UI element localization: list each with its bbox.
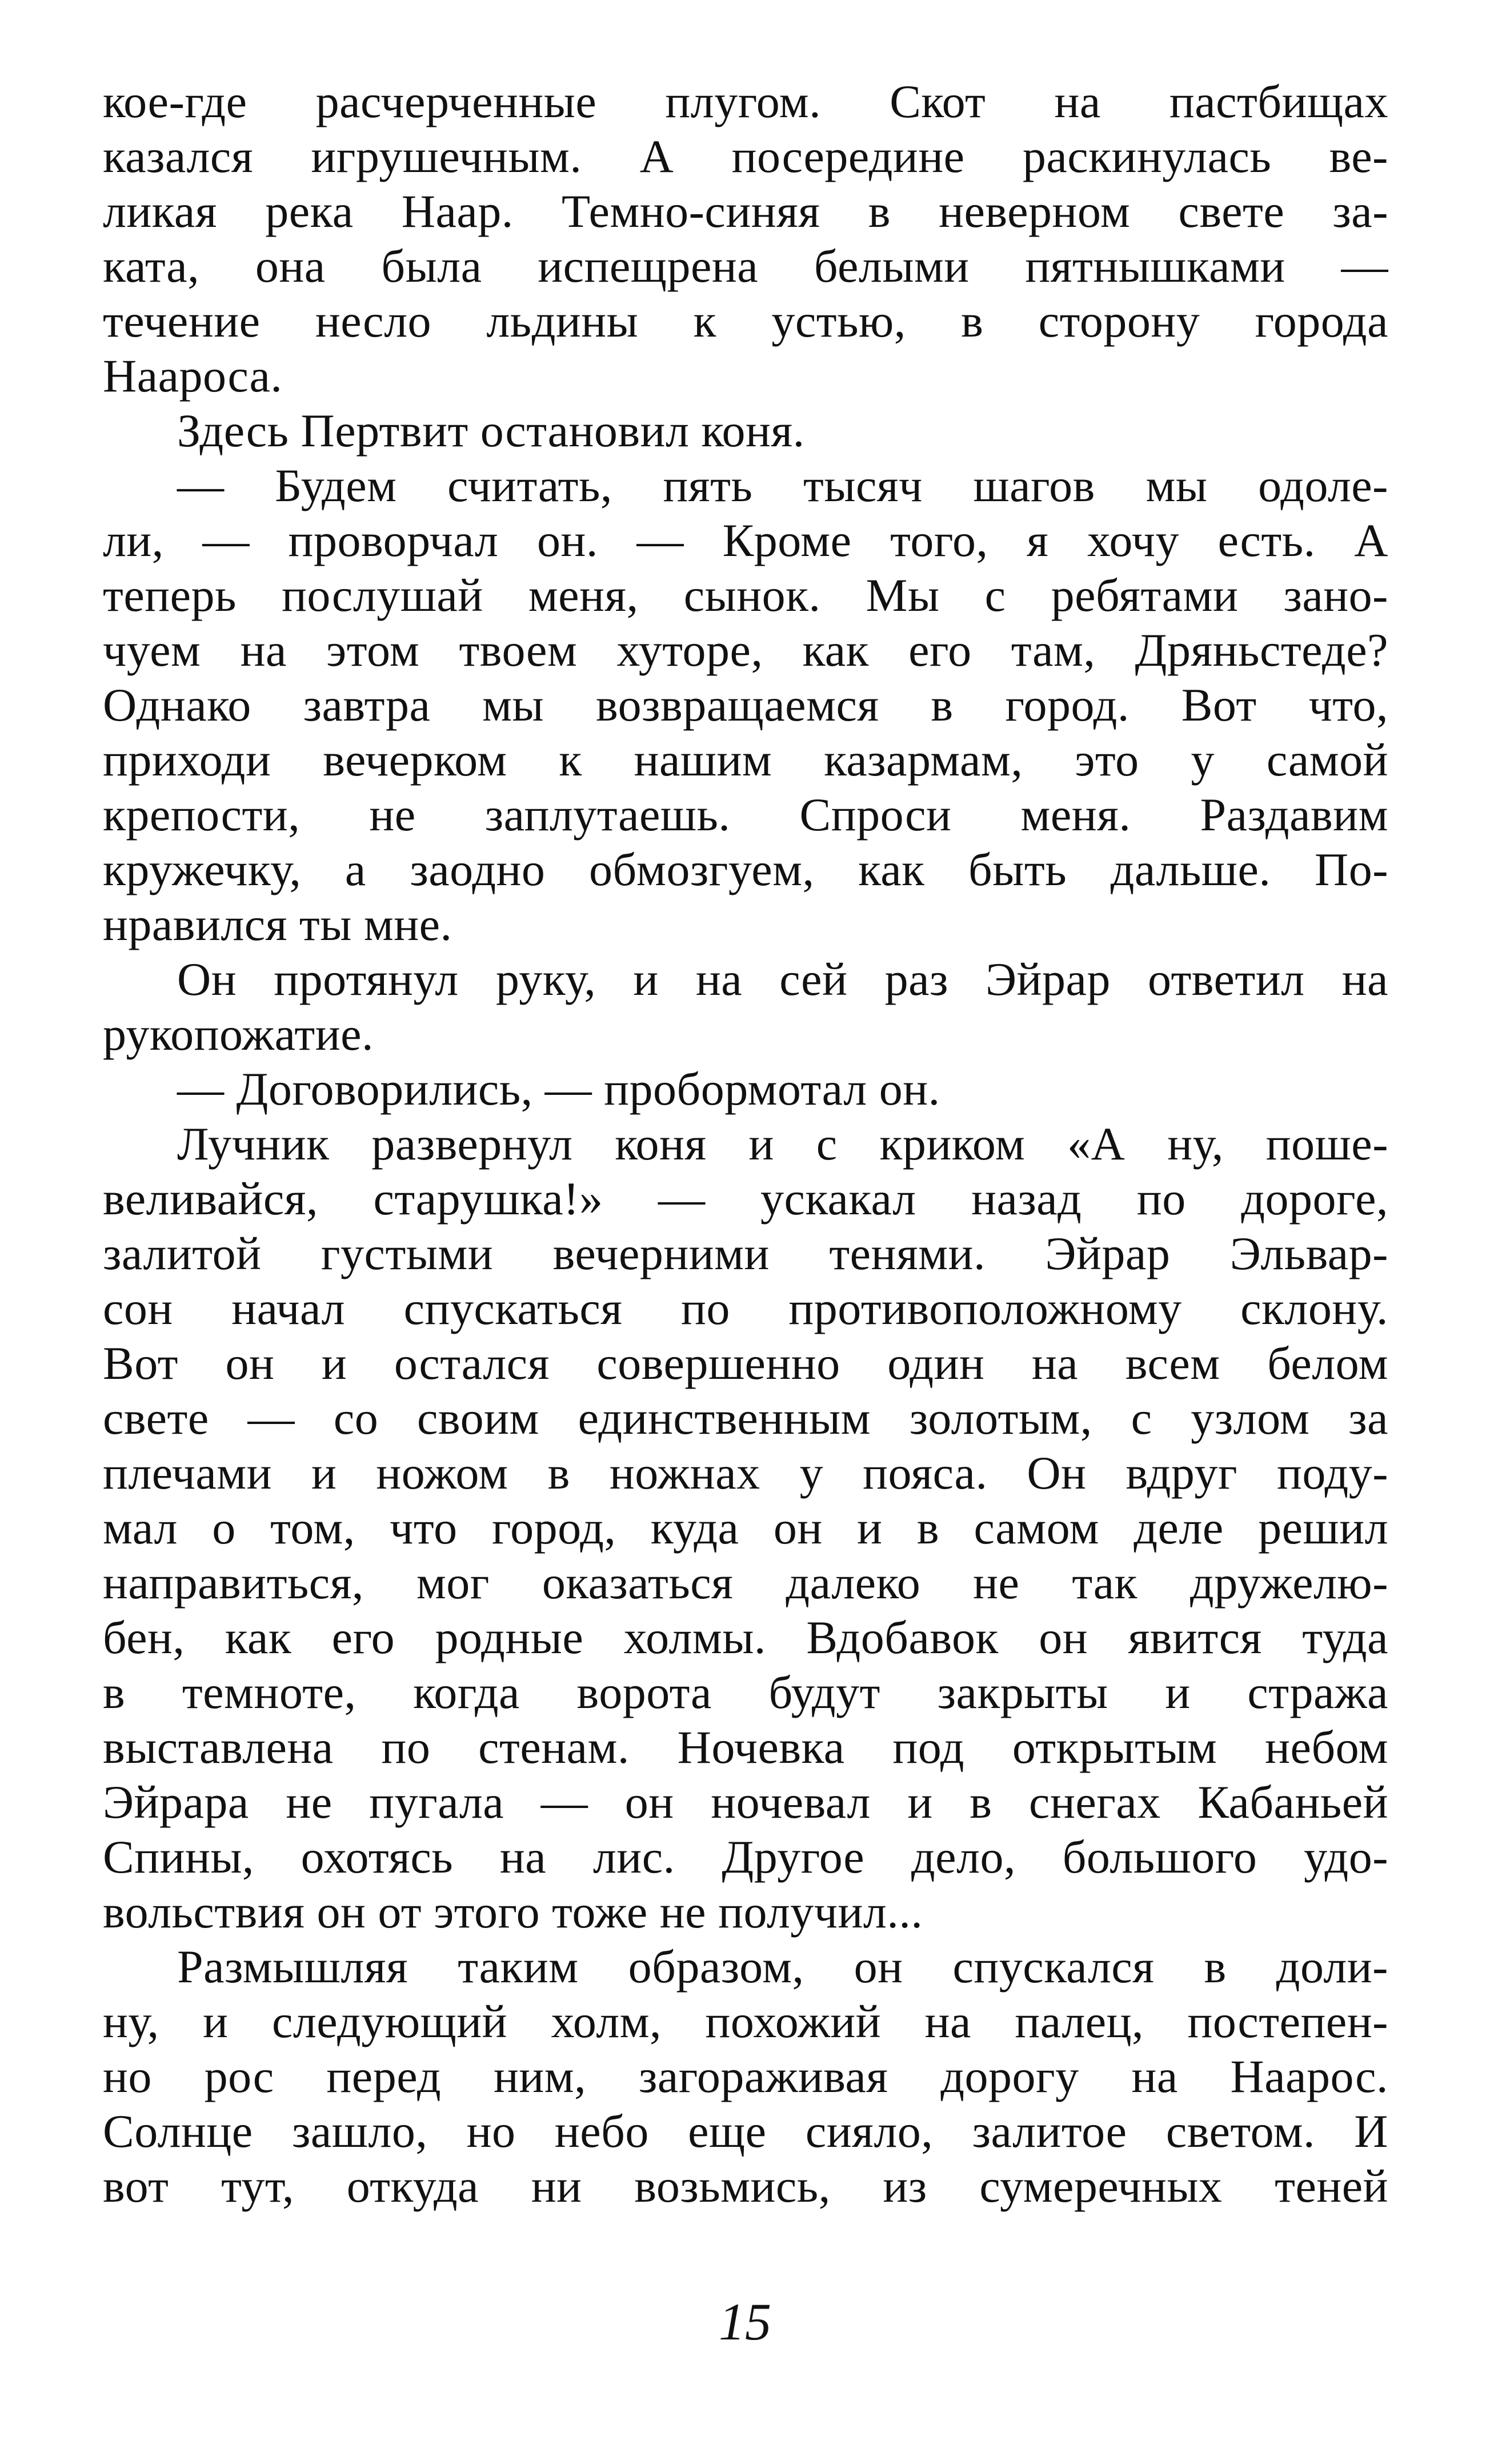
text-line: Он протянул руку, и на сей раз Эйрар ответил на [177, 953, 1388, 1005]
text-line: ката, она была испещрена белыми пятнышками — [103, 240, 1388, 292]
text-line: — Будем считать, пять тысяч шагов мы одоле- [177, 459, 1388, 511]
text-line: чуем на этом твоем хуторе, как его там, Дряньстеде? [103, 624, 1388, 676]
text-line: Здесь Пертвит остановил коня. [177, 405, 805, 457]
text-line: веливайся, старушка!» — ускакал назад по дороге, [103, 1173, 1388, 1225]
text-line: залитой густыми вечерними тенями. Эйрар Эльвар- [103, 1227, 1388, 1279]
text-line: крепости, не заплутаешь. Спроси меня. Раздавим [103, 789, 1388, 841]
text-line: Однако завтра мы возвращаемся в город. Вот что, [103, 679, 1388, 731]
text-line: бен, как его родные холмы. Вдобавок он явится туда [103, 1611, 1388, 1663]
text-line: ликая река Наар. Темно-синяя в неверном свете за- [103, 185, 1388, 237]
text-line: плечами и ножом в ножнах у пояса. Он вдруг поду- [103, 1447, 1388, 1499]
text-line: Вот он и остался совершенно один на всем белом [103, 1337, 1388, 1389]
text-line: рукопожатие. [103, 1008, 374, 1060]
text-line: приходи вечерком к нашим казармам, это у самой [103, 734, 1388, 786]
text-line: — Договорились, — пробормотал он. [177, 1063, 940, 1115]
text-line: кружечку, а заодно обмозгуем, как быть дальше. По- [103, 843, 1388, 895]
text-line: кое-где расчерченные плугом. Скот на пастбищах [103, 75, 1388, 127]
text-line: Спины, охотясь на лис. Другое дело, большого удо- [103, 1831, 1388, 1883]
text-line: течение несло льдины к устью, в сторону города [103, 295, 1388, 347]
text-column [103, 74, 1388, 2214]
text-line: выставлена по стенам. Ночевка под открытым небом [103, 1721, 1388, 1773]
text-line: нравился ты мне. [103, 898, 452, 950]
text-line: Лучник развернул коня и с криком «А ну, поше- [177, 1118, 1388, 1170]
text-line: сон начал спускаться по противоположному склону. [103, 1282, 1388, 1334]
text-line: мал о том, что город, куда он и в самом деле решил [103, 1502, 1388, 1554]
text-line: но рос перед ним, загораживая дорогу на Наарос. [103, 2050, 1388, 2102]
text-line: Солнце зашло, но небо еще сияло, залитое светом. И [103, 2105, 1388, 2157]
text-line: казался игрушечным. А посередине раскинулась ве- [103, 130, 1388, 182]
text-line: теперь послушай меня, сынок. Мы с ребятами зано- [103, 569, 1388, 621]
text-line: вольствия он от этого тоже не получил... [103, 1886, 923, 1938]
page-number: 15 [719, 2293, 771, 2351]
text-line: ли, — проворчал он. — Кроме того, я хочу есть. А [103, 514, 1388, 566]
text-line: Размышляя таким образом, он спускался в доли- [177, 1941, 1388, 1993]
text-line: вот тут, откуда ни возьмись, из сумеречных теней [103, 2160, 1388, 2212]
text-line: Эйрара не пугала — он ночевал и в снегах Кабаньей [103, 1776, 1388, 1828]
text-line: направиться, мог оказаться далеко не так дружелю- [103, 1557, 1388, 1609]
text-line: ну, и следующий холм, похожий на палец, постепен- [103, 1995, 1388, 2047]
text-line: свете — со своим единственным золотым, с узлом за [103, 1392, 1388, 1444]
text-line: в темноте, когда ворота будут закрыты и стража [103, 1666, 1388, 1718]
text-line: Наароса. [103, 350, 283, 402]
